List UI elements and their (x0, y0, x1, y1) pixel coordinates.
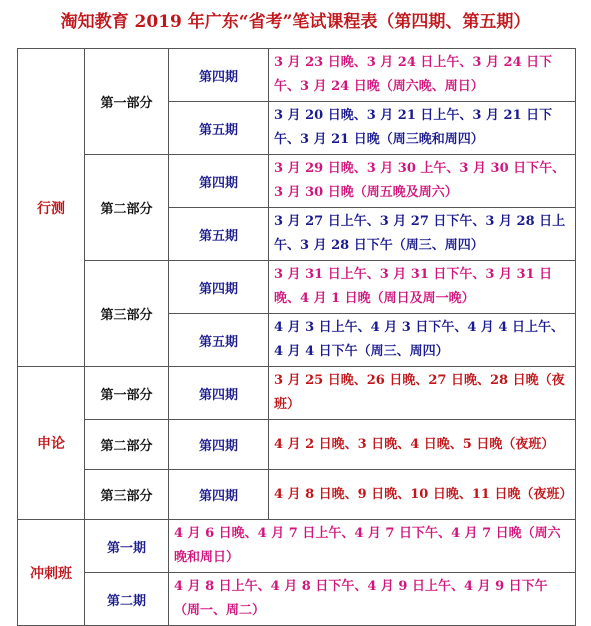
period-label: 第四期 (169, 420, 269, 470)
schedule-cell: 3 月 23 日晚、3 月 24 日上午、3 月 24 日下午、3 月 24 日晚（周六晚、周日） (269, 49, 576, 102)
part-label: 第二部分 (85, 420, 169, 470)
period-label: 第五期 (169, 102, 269, 155)
schedule-cell: 3 月 25 日晚、26 日晚、27 日晚、28 日晚（夜班） (269, 367, 576, 420)
table-row (18, 367, 576, 420)
schedule-cell: 3 月 29 日晚、3 月 30 上午、3 月 30 日下午、3 月 30 日晚（周五晚及周六） (269, 155, 576, 208)
table-row (18, 49, 576, 102)
schedule-table (17, 48, 576, 626)
category-shenlun: 申论 (18, 367, 85, 520)
period-label: 第一期 (85, 520, 169, 573)
part-label: 第一部分 (85, 367, 169, 420)
page-title: 淘知教育 2019 年广东“省考”笔试课程表（第四期、第五期） (60, 12, 531, 32)
period-label: 第四期 (169, 155, 269, 208)
table-row (18, 573, 576, 626)
period-label: 第五期 (169, 208, 269, 261)
period-label: 第二期 (85, 573, 169, 626)
table-row (18, 420, 576, 470)
schedule-cell: 3 月 27 日上午、3 月 27 日下午、3 月 28 日上午、3 月 28 日下午（周三、周四） (269, 208, 576, 261)
period-label: 第四期 (169, 367, 269, 420)
schedule-cell: 4 月 3 日上午、4 月 3 日下午、4 月 4 日上午、4 月 4 日下午（周三、周四） (269, 314, 576, 367)
period-label: 第四期 (169, 470, 269, 520)
schedule-cell: 4 月 8 日上午、4 月 8 日下午、4 月 9 日上午、4 月 9 日下午（周一、周二） (169, 573, 576, 626)
schedule-cell: 4 月 6 日晚、4 月 7 日上午、4 月 7 日下午、4 月 7 日晚（周六晚和周日） (169, 520, 576, 573)
schedule-cell: 4 月 8 日晚、9 日晚、10 日晚、11 日晚（夜班） (269, 470, 576, 520)
part-label: 第三部分 (85, 261, 169, 367)
schedule-cell: 3 月 20 日晚、3 月 21 日上午、3 月 21 日下午、3 月 21 日晚（周三晚和周四） (269, 102, 576, 155)
part-label: 第三部分 (85, 470, 169, 520)
table-row (18, 520, 576, 573)
schedule-cell: 4 月 2 日晚、3 日晚、4 日晚、5 日晚（夜班） (269, 420, 576, 470)
category-xingce: 行测 (18, 49, 85, 367)
part-label: 第一部分 (85, 49, 169, 155)
table-row (18, 155, 576, 208)
table-row (18, 261, 576, 314)
part-label: 第二部分 (85, 155, 169, 261)
schedule-cell: 3 月 31 日上午、3 月 31 日下午、3 月 31 日晚、4 月 1 日晚（周日及周一晚） (269, 261, 576, 314)
category-chongci: 冲刺班 (18, 520, 85, 626)
table-row (18, 470, 576, 520)
period-label: 第四期 (169, 49, 269, 102)
period-label: 第五期 (169, 314, 269, 367)
period-label: 第四期 (169, 261, 269, 314)
